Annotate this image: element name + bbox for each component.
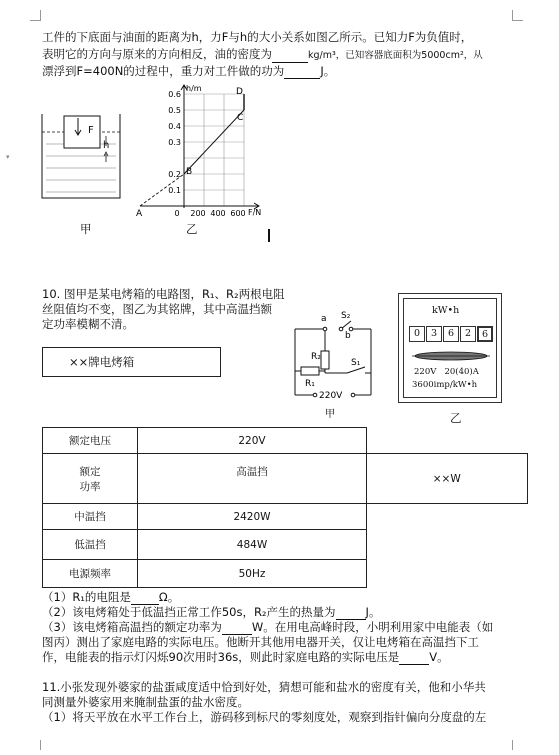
q9-graph-x-tick: 600	[230, 209, 246, 218]
q10-line-1: 10. 图甲是某电烤箱的电路图，R₁、R₂两根电阻	[42, 287, 285, 301]
q10-sub-2-text-b: J。	[365, 605, 381, 619]
meter-unit: kW•h	[432, 305, 460, 316]
q10-sub-1	[42, 590, 179, 605]
q9-line-2-text-b: kg/m³，已知容器底面积为5000cm²，从	[308, 50, 483, 61]
crop-mark-top-right	[512, 10, 523, 21]
table-cell	[367, 504, 528, 530]
q9-graph-point-c: C	[237, 113, 244, 123]
q9-graph-y-tick: 0.4	[168, 122, 181, 131]
circuit-label-s2: S₂	[341, 311, 351, 321]
q9-work-blank[interactable]	[284, 67, 320, 79]
q10-meter-caption: 乙	[450, 411, 462, 425]
q9-h-label: h	[103, 140, 110, 151]
q10-sub-3-line-3-text-a: 作，电能表的指示灯闪烁90次用时36s，则此时家庭电路的实际电压是	[42, 650, 400, 664]
q9-fig-jia-container	[36, 108, 132, 204]
table-cell: 50Hz	[138, 560, 367, 588]
table-cell	[367, 560, 528, 588]
table-row	[43, 560, 528, 588]
table-cell	[367, 428, 528, 454]
q10-circuit-diagram	[285, 307, 385, 419]
meter-digit: 6	[443, 326, 459, 342]
q9-fig-yi-caption: 乙	[186, 222, 198, 236]
q9-line-3-text-a: 漂浮到F=400N的过程中，重力对工件做的功为	[42, 64, 285, 78]
q9-graph-x-label: F/N	[248, 208, 262, 217]
table-cell: 高温挡	[138, 454, 367, 504]
circuit-label-b: b	[345, 331, 351, 341]
q11-line-2: 同测量外婆家用来腌制盐蛋的盐水密度。	[42, 695, 249, 709]
q9-fig-jia-caption: 甲	[80, 222, 92, 236]
q9-line-3-text-b: J。	[320, 64, 336, 78]
meter-face	[403, 298, 497, 398]
q10-sub-3-line-2: 图丙）测出了家庭电路的实际电压。他断开其他用电器开关，仅让电烤箱在高温挡下工	[42, 635, 479, 649]
circuit-label-r2: R₂	[311, 352, 321, 362]
table-row	[43, 504, 528, 530]
circuit-label-voltage: 220V	[319, 391, 343, 401]
q11-line-3: （1）将天平放在水平工作台上，游码移到标尺的零刻度处，观察到指针偏向分度盘的左	[42, 710, 487, 724]
q10-sub-3-line-3	[42, 650, 449, 665]
q9-graph-y-tick: 0.1	[168, 186, 181, 195]
q9-graph-x-tick: 200	[190, 209, 206, 218]
q9-line-1: 工件的下底面与油面的距离为h，力F与h的大小关系如图乙所示。已知力F为负值时，	[42, 30, 473, 44]
q10-spec-table	[42, 427, 528, 588]
q10-line-3: 定功率模糊不清。	[42, 317, 134, 331]
table-cell	[367, 530, 528, 560]
table-row	[43, 428, 528, 454]
meter-digit: 6	[477, 326, 493, 342]
q10-sub-3-line-3-text-b: V。	[429, 650, 449, 664]
q9-line-2-text-a: 表明它的方向与原来的方向相反，油的密度为	[42, 47, 272, 61]
q10-sub-3-line-1	[42, 620, 493, 635]
crop-mark-bottom-left	[30, 740, 41, 750]
text-cursor	[268, 229, 270, 242]
q9-graph-point-b: B	[186, 167, 193, 177]
table-cell: 低温挡	[43, 530, 138, 560]
q9-graph-y-tick: 0.3	[168, 138, 181, 147]
q9-oil-density-blank[interactable]	[272, 51, 308, 63]
q9-graph-y-tick: 0.6	[168, 90, 181, 99]
table-cell: 电源频率	[43, 560, 138, 588]
q9-graph-x-tick: 400	[210, 209, 226, 218]
crop-mark-top-left	[30, 10, 41, 21]
q9-graph-x-tick: 0	[174, 209, 180, 218]
q10-heat-blank[interactable]	[336, 608, 366, 620]
q10-line-2: 丝阻值均不变，图乙为其铭牌，其中高温挡额	[42, 302, 272, 316]
q11-line-1: 11.小张发现外婆家的盐蛋咸度适中恰到好处，猜想可能和盐水的密度有关，他和小华共	[42, 680, 486, 694]
table-cell: 484W	[138, 530, 367, 560]
q10-sub-2	[42, 605, 380, 620]
meter-digit: 2	[460, 326, 476, 342]
circuit-label-a: a	[321, 314, 327, 324]
q9-graph-point-d: D	[236, 87, 243, 97]
meter-digit: 0	[409, 326, 425, 342]
q10-brand-label: ××牌电烤箱	[69, 355, 135, 369]
meter-imp: 3600imp/kW•h	[412, 380, 478, 390]
q9-graph-point-a: A	[136, 209, 143, 219]
table-cell: 220V	[138, 428, 367, 454]
q10-brand-box	[42, 347, 221, 377]
crop-mark-bottom-right	[512, 740, 523, 750]
table-cell: 2420W	[138, 504, 367, 530]
table-cell: 中温挡	[43, 504, 138, 530]
q9-graph-y-tick: 0.2	[168, 170, 181, 179]
q9-line-3	[42, 64, 335, 79]
table-cell-rated-power	[43, 454, 138, 504]
rated-power-line-2: 功率	[79, 480, 101, 493]
circuit-label-s1: S₁	[351, 358, 361, 368]
table-cell: 额定电压	[43, 428, 138, 454]
q10-sub-3-text-b: W。在用电高峰时段，小明利用家中电能表（如	[251, 620, 494, 634]
q10-r1-blank[interactable]	[131, 593, 159, 605]
q10-electric-meter	[398, 293, 502, 403]
q10-high-power-blank[interactable]	[222, 623, 252, 635]
q9-line-2	[42, 47, 483, 63]
meter-digit: 3	[426, 326, 442, 342]
margin-marker: ▾	[6, 153, 10, 161]
table-cell: ××W	[367, 454, 528, 504]
q9-graph-y-label: h/m	[186, 84, 202, 93]
circuit-caption-jia: 甲	[325, 409, 335, 419]
meter-rating: 220V 20(40)A	[414, 367, 479, 377]
table-row	[43, 454, 528, 504]
q9-force-label: F	[88, 125, 94, 136]
q10-sub-2-text-a: （2）该电烤箱处于低温挡正常工作50s，R₂产生的热量为	[42, 605, 336, 619]
circuit-label-r1: R₁	[305, 379, 315, 389]
rated-power-line-1: 额定	[79, 465, 101, 478]
q10-sub-1-text-b: Ω。	[158, 590, 180, 604]
q9-graph	[120, 82, 270, 222]
meter-rotor-indicator	[412, 349, 490, 363]
q9-graph-grid	[184, 94, 244, 206]
q10-voltage-blank[interactable]	[399, 653, 429, 665]
q10-sub-1-text-a: （1）R₁的电阻是	[42, 590, 131, 604]
table-row	[43, 530, 528, 560]
q10-sub-3-text-a: （3）该电烤箱高温挡的额定功率为	[42, 620, 222, 634]
q9-graph-y-tick: 0.5	[168, 106, 181, 115]
